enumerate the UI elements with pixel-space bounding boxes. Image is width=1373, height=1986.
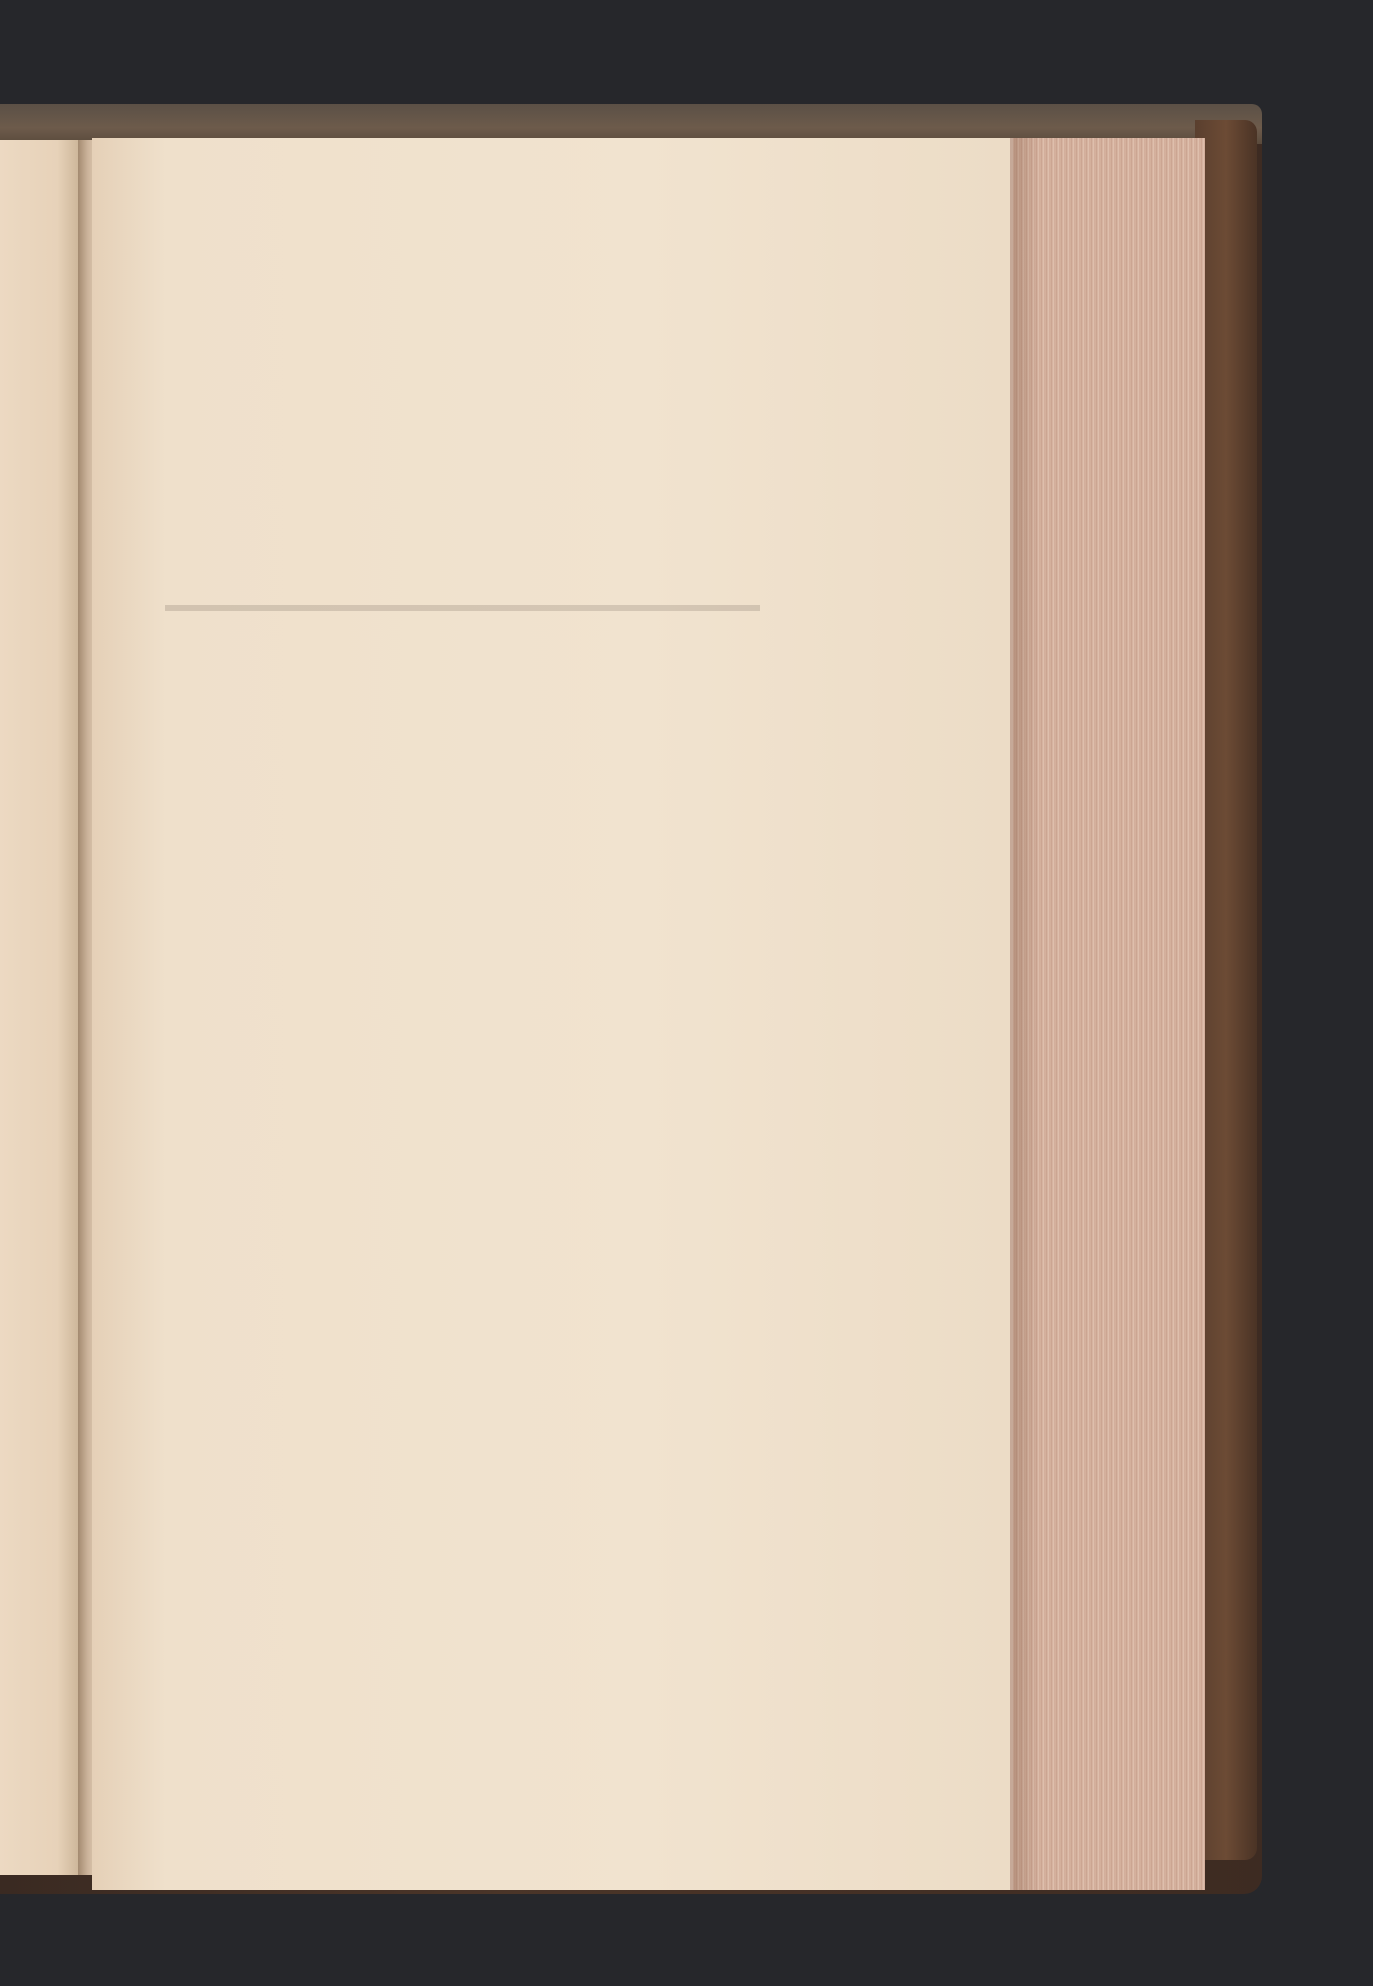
page-edge-line [1010,138,1013,1890]
right-page [92,138,1014,1890]
page-stack-shadow [1010,138,1040,1890]
decorative-ornament-band [165,565,760,665]
left-facing-page [0,140,82,1875]
